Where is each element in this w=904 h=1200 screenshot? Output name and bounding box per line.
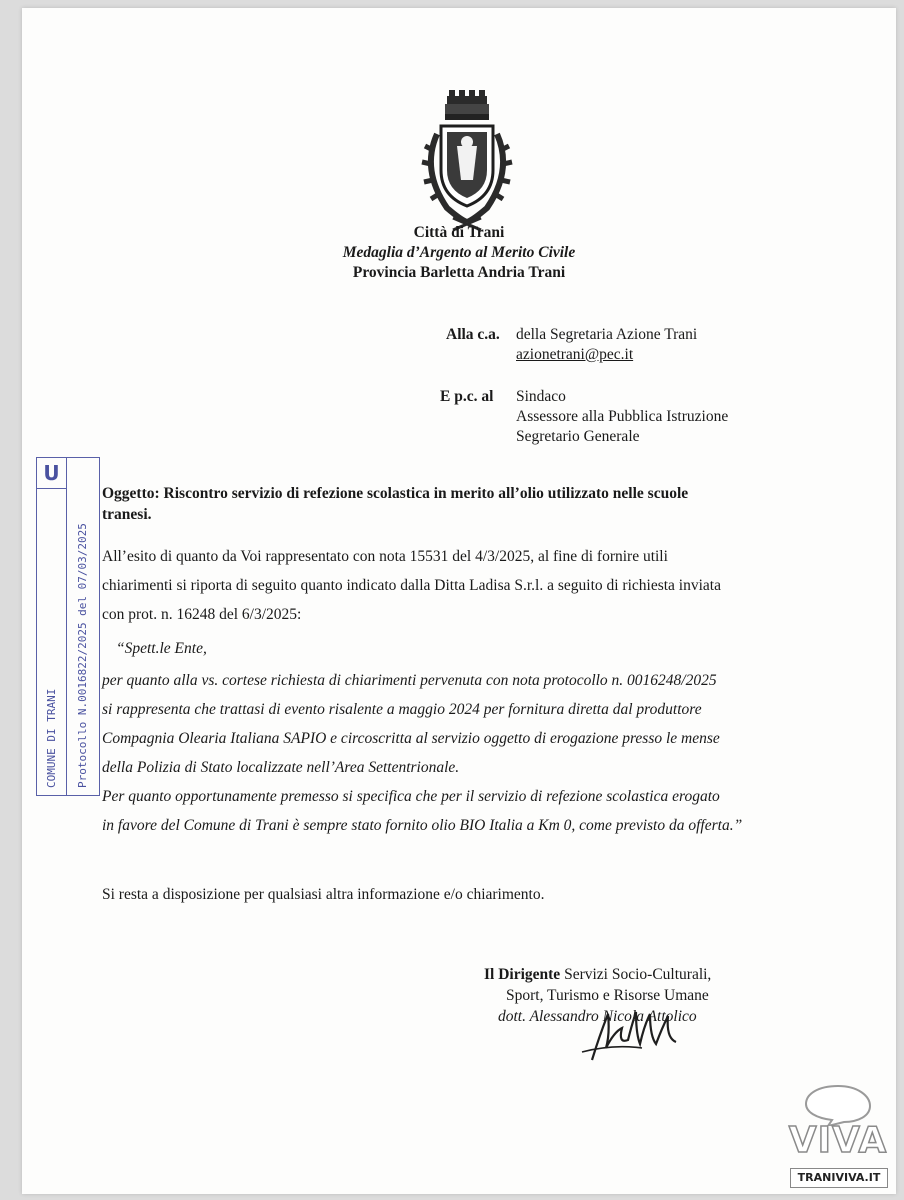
- signature-line: Sport, Turismo e Risorse Umane: [506, 987, 709, 1004]
- signature-title: [484, 966, 711, 984]
- quote-paragraph: [102, 666, 832, 840]
- intro-line: chiarimenti si riporta di seguito quanto indicato dalla Ditta Ladisa S.r.l. a seguito di richiesta inviata: [102, 577, 721, 594]
- signature-role: Il Dirigente: [484, 966, 561, 983]
- subject-line: tranesi.: [102, 506, 152, 523]
- quote-line: Compagnia Olearia Italiana SAPIO e circoscritta al servizio oggetto di erogazione presso le mense: [102, 730, 720, 747]
- signature-name: dott. Alessandro Nicola Attolico: [498, 1008, 697, 1025]
- intro-line: All’esito di quanto da Voi rappresentato con nota 15531 del 4/3/2025, al fine di fornire utili: [102, 548, 668, 565]
- quote-greeting: “Spett.le Ente,: [116, 640, 207, 657]
- quote-line: si rappresenta che trattasi di evento risalente a maggio 2024 per fornitura diretta dal produttore: [102, 701, 702, 718]
- medal-title: Medaglia d’Argento al Merito Civile: [342, 244, 576, 261]
- province-name: Provincia Barletta Andria Trani: [352, 264, 566, 281]
- city-crest-logo: [407, 90, 527, 232]
- stamp-protocol: Protocollo N.0016822/2025 del 07/03/2025: [76, 523, 89, 788]
- to-text: della Segretaria Azione Trani: [516, 326, 698, 343]
- cc-label: E p.c. al: [440, 388, 494, 405]
- stamp-letter: U: [37, 458, 66, 489]
- cc-item: Assessore alla Pubblica Istruzione: [516, 408, 729, 425]
- to-label: Alla c.a.: [446, 326, 500, 343]
- closing-line: Si resta a disposizione per qualsiasi altra informazione e/o chiarimento.: [102, 886, 545, 903]
- intro-line: con prot. n. 16248 del 6/3/2025:: [102, 606, 302, 623]
- protocol-stamp: [36, 457, 100, 796]
- city-name: Città di Trani: [413, 224, 505, 241]
- subject-line: Oggetto: Riscontro servizio di refezione scolastica in merito all’olio utilizzato nelle scuole: [102, 485, 689, 502]
- stamp-entity: COMUNE DI TRANI: [45, 688, 58, 788]
- quote-line: per quanto alla vs. cortese richiesta di chiarimenti pervenuta con nota protocollo n. 0016248/2025: [102, 672, 717, 689]
- watermark-site: TRANIVIVA.IT: [790, 1168, 888, 1188]
- quote-line: della Polizia di Stato localizzate nell’Area Settentrionale.: [102, 759, 460, 776]
- document-page: [22, 8, 896, 1194]
- quote-line: Per quanto opportunamente premesso si specifica che per il servizio di refezione scolastica erogato: [102, 788, 720, 805]
- watermark-logo: [784, 1082, 892, 1190]
- cc-item: Sindaco: [516, 388, 566, 405]
- signature-department: Servizi Socio-Culturali,: [564, 966, 712, 983]
- quote-line: in favore del Comune di Trani è sempre stato fornito olio BIO Italia a Km 0, come previsto da offerta.”: [102, 817, 743, 834]
- watermark-brand: VIVA: [788, 1120, 888, 1161]
- intro-paragraph: [102, 542, 822, 629]
- cc-item: Segretario Generale: [516, 428, 640, 445]
- handwritten-signature: [552, 1004, 692, 1064]
- to-email: azionetrani@pec.it: [516, 346, 634, 363]
